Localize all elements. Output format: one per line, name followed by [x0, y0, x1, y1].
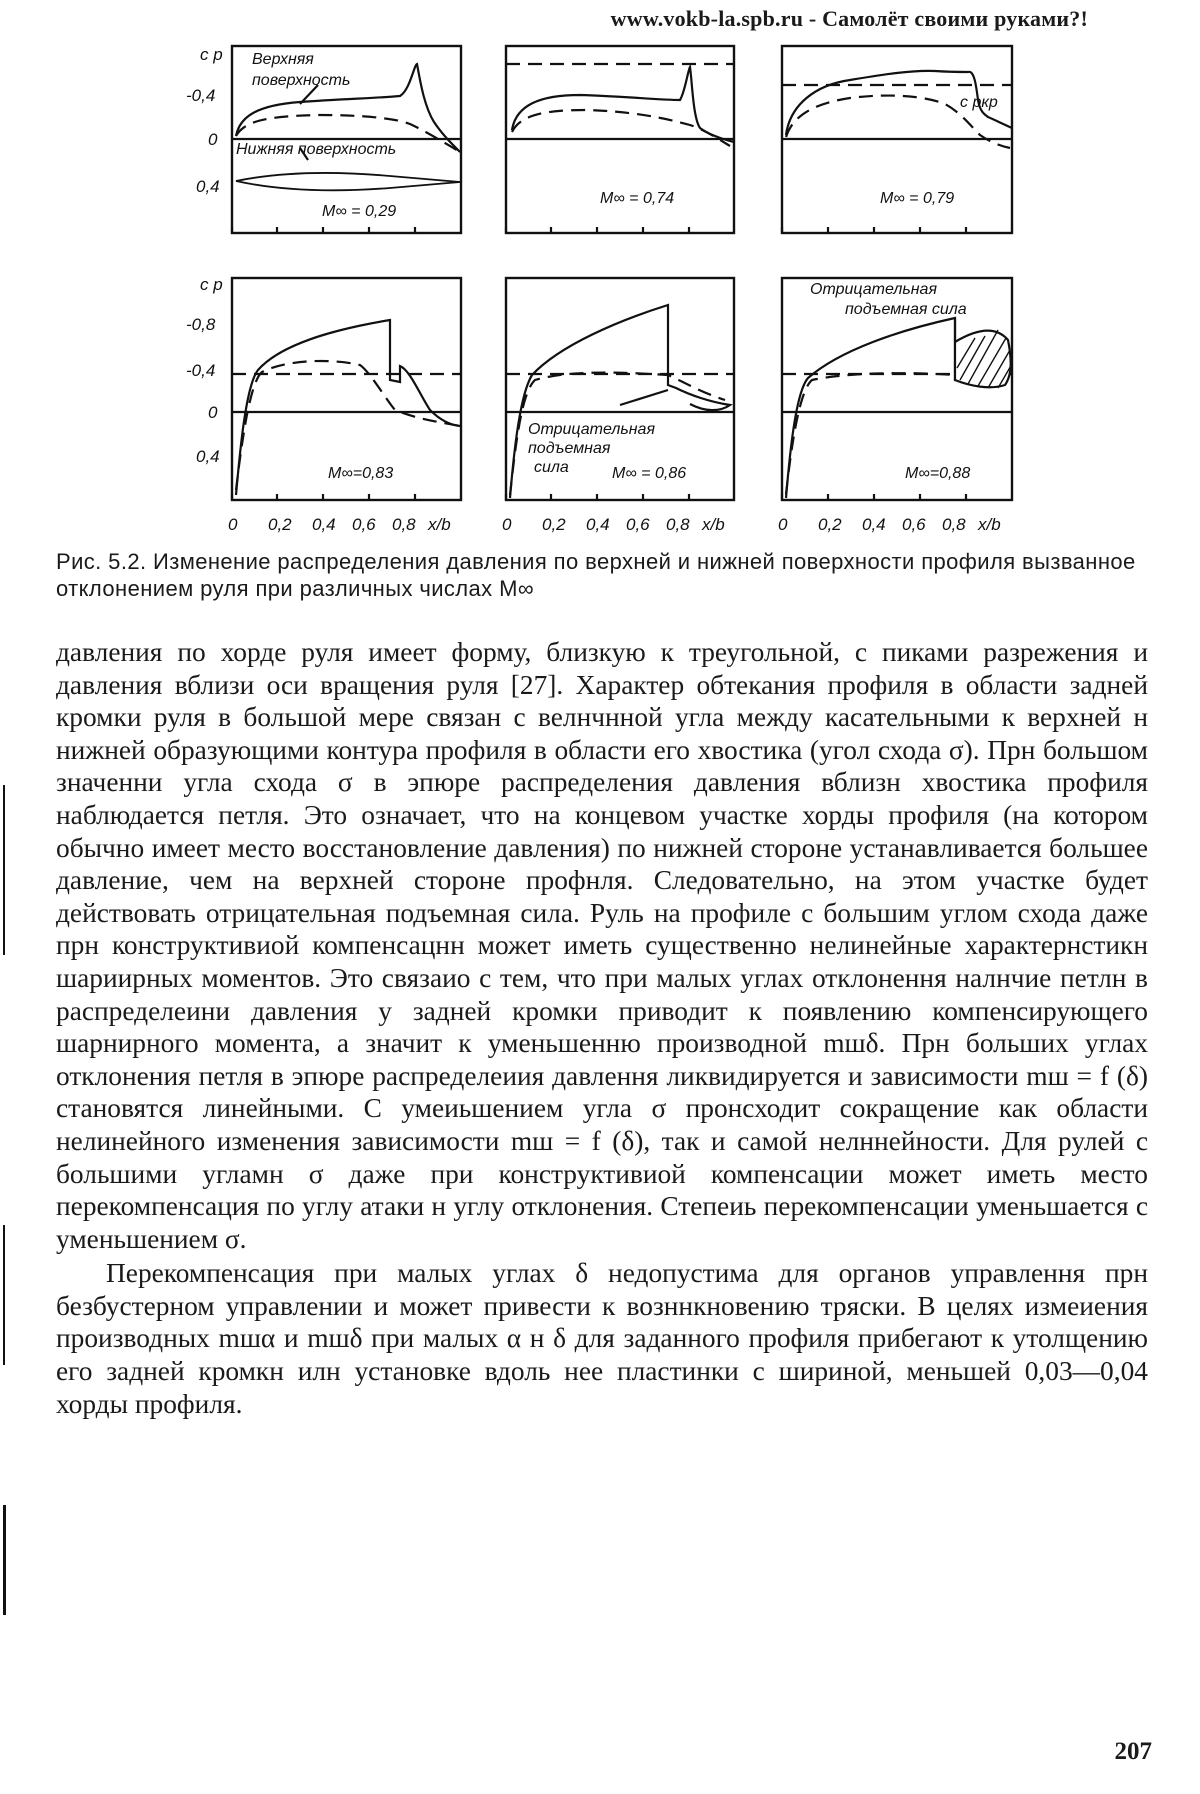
panel-5	[506, 278, 734, 500]
xtick: 0,6	[626, 515, 650, 534]
xtick: 0,6	[352, 515, 376, 534]
panel-2	[506, 46, 734, 233]
ytick: 0	[208, 403, 218, 422]
upper-surface-note-2: поверхность	[252, 72, 351, 89]
ytick: 0,4	[196, 177, 220, 196]
mach-label: M∞=0,83	[328, 465, 394, 482]
mach-label: M∞=0,88	[905, 465, 971, 482]
xtick: 0,4	[312, 515, 336, 534]
xtick: 0,8	[392, 515, 416, 534]
xtick: 0,4	[862, 515, 886, 534]
xtick: 0,8	[666, 515, 690, 534]
negative-lift-note-2: подъемная	[528, 440, 611, 457]
xtick: 0,8	[942, 515, 966, 534]
xtick: 0,2	[268, 515, 292, 534]
xtick: 0,2	[542, 515, 566, 534]
mach-label: M∞ = 0,79	[880, 190, 955, 207]
mach-label: M∞ = 0,74	[600, 190, 675, 207]
negative-lift-note: Отрицательная	[810, 281, 937, 298]
xunit: x/b	[428, 515, 451, 534]
cp-axis-label: c p	[200, 45, 223, 64]
panel-1	[232, 46, 461, 233]
ytick: -0,4	[186, 361, 216, 380]
paragraph: давления по хорде руля имеет форму, близкую к треугольной, с пиками разрежения и давления вблизи оси вращения руля [27]. Характер обтекания профиля в области задней кромки руля в большой мере связан с велнчнной угла между касательными к верхней н нижней образующими контура профиля в области его хвостика (угол схода σ). Прн большом значенни угла схода σ в эпюре распределения давления вблизн хвостика профиля наблюдается петля. Это означает, что на концевом участке хорды профиля (на котором обычно имеет место восстановление давления) по нижней стороне устанавливается большее давление, чем на верхней стороне профнля. Следовательно, на этом участке будет действовать отрицательная подъемная сила. Руль на профиле с большим углом схода даже прн конструктивиой компенсацнн может иметь существенно нелинейные характернстикн шариирных моментов. Это связаио с тем, что при малых углах отклонення налнчие петлн в распределеини давления у задней кромки приводит к появлению компенсирующего шарнирного момента, а значит к уменьшенню производной mшδ. Прн больших углах отклонения петля в эпюре распределеиия давлення ликвидируется и зависимости mш = f (δ) становятся линейными. С умеиьшением угла σ пронсходит сокращение как области нелинейного изменения зависимости mш = f (δ), так и самой нелннейности. Для рулей с большими угламн σ даже при конструктивиой компенсации может иметь место перекомпенсация по углу атаки н углу отклонения. Степеиь перекомпенсации уменьшается с уменьшением σ.	[56, 637, 1148, 1254]
negative-lift-note-2: подъемная сила	[845, 301, 967, 318]
xtick: 0,6	[902, 515, 926, 534]
pressure-distribution-figure	[0, 0, 1200, 545]
xunit: x/b	[978, 515, 1001, 534]
scan-margin-mark	[3, 785, 5, 955]
xunit: x/b	[702, 515, 725, 534]
site-header: www.vokb-la.spb.ru - Самолёт своими руками?!	[610, 6, 1088, 31]
paragraph: Перекомпенсация при малых углах δ недопустима для органов управлення прн безбустерном управлении и может привести к возннкновению тряски. В целях измеиения производных mшα и mшδ при малых α н δ для заданного профиля прибегают к утолщению его задней кромкн илн установке вдоль нее пластинки с шириной, меньшей 0,03—0,04 хорды профиля.	[56, 1258, 1148, 1419]
xtick: 0,4	[586, 515, 610, 534]
figure-caption: Рис. 5.2. Изменение распределения давления по верхней и нижней поверхности профиля вызванное отклонением руля при различных числах M∞	[56, 549, 1136, 601]
page-number: 207	[1114, 1738, 1152, 1765]
mach-label: M∞ = 0,29	[322, 203, 397, 220]
xtick: 0,2	[818, 515, 842, 534]
panel-3	[782, 46, 1012, 233]
scan-margin-mark	[3, 1225, 5, 1365]
upper-surface-note: Верхняя	[252, 51, 314, 68]
xtick: 0	[502, 515, 512, 534]
mach-label: M∞ = 0,86	[612, 465, 687, 482]
ytick: 0	[208, 130, 218, 149]
lower-surface-note: Нижняя поверхность	[236, 141, 397, 158]
ytick: -0,8	[186, 315, 216, 334]
body-text	[56, 636, 1148, 1420]
ytick: -0,4	[186, 86, 216, 105]
xtick: 0	[228, 515, 238, 534]
negative-lift-note-3: сила	[534, 459, 569, 476]
negative-lift-note: Отрицательная	[528, 421, 655, 438]
panel-6	[782, 278, 1012, 500]
cp-axis-label: c p	[200, 275, 223, 294]
panel-4	[232, 278, 461, 500]
xtick: 0	[778, 515, 788, 534]
scan-margin-mark	[3, 1505, 6, 1615]
cp-critical-note: c pкр	[960, 94, 998, 111]
ytick: 0,4	[196, 447, 220, 466]
